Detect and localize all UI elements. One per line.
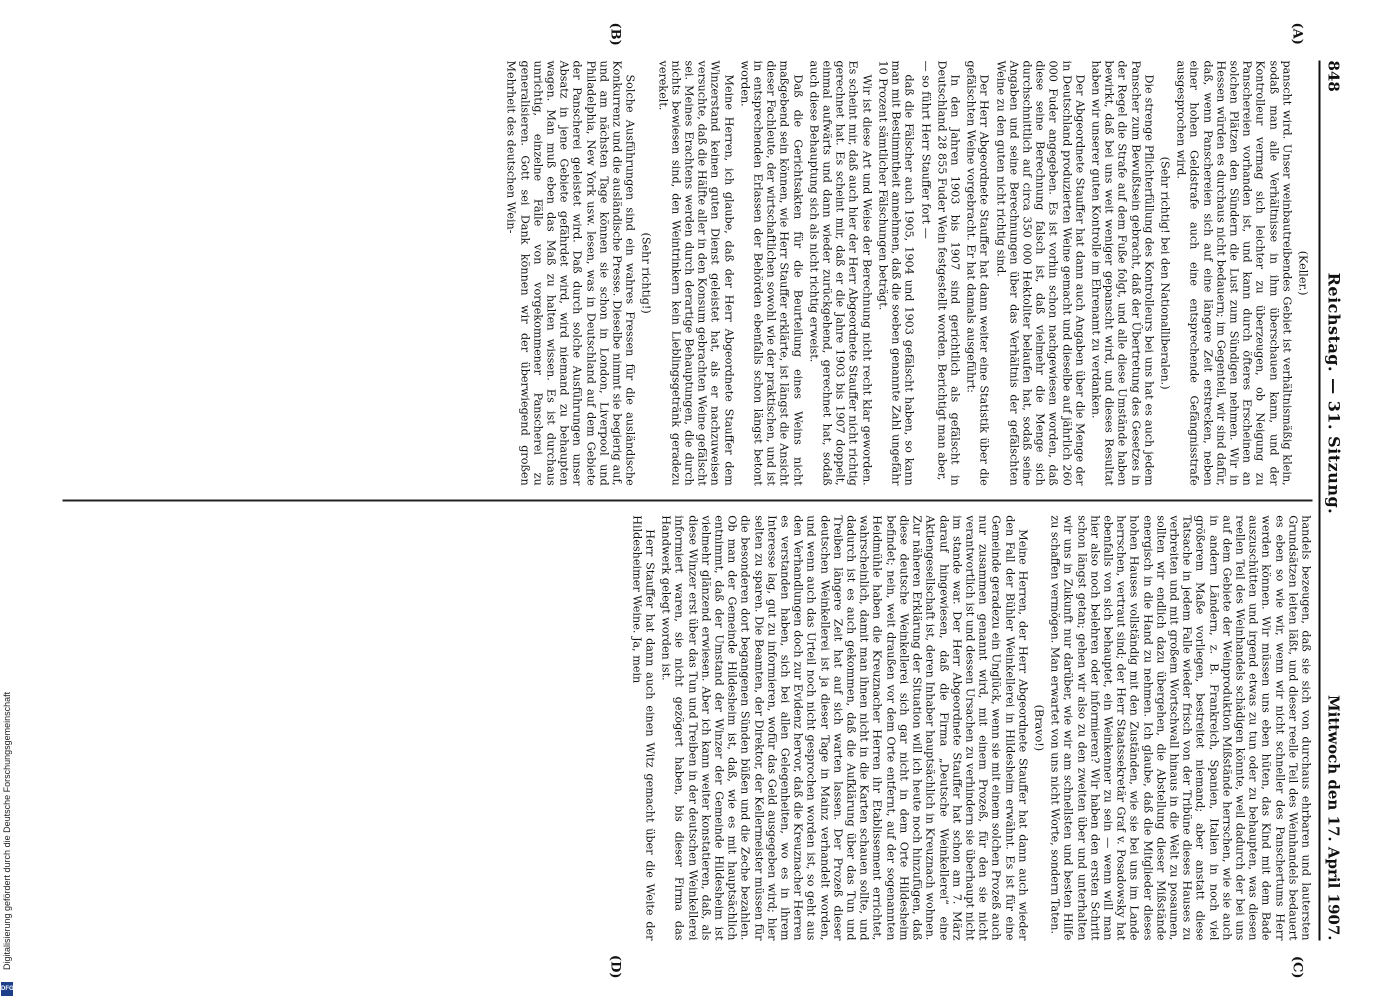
- column-divider: [62, 499, 1312, 501]
- paragraph: Meine Herren, der Herr Abgeordnete Stauffer hat dann auch wieder den Fall der Bühler Weinkellerei in Hildesheim erwähnt. Es ist für eine Gemeinde geradezu ein Unglück, wenn sie mit einem solchen Prozeß auch nur zusammen genannt wird, mit einem Prozeß, für den sie nicht verantwortlich ist und dessen Ursachen zu verhindern sie überhaupt nicht im stande war. Der Herr Abgeordnete Stauffer hat schon am 7. März darauf hingewiesen, daß die Firma „Deutsche Weinkellerei“ eine Aktiengesellschaft ist, deren Inhaber hauptsächlich in Kreuznach wohnen. Zur näheren Erklärung der Situation will ich heute noch hinzufügen, daß diese deutsche Weinkellerei sich gar nicht in dem Orte Hildesheim befindet; nein, weit draußen vor dem Orte entfernt, auf der sogenannten Heidmühle haben die Kreuznacher Herren ihr Etablissement errichtet, wahrscheinlich, damit man ihnen nicht in die Karten schauen sollte, und dadurch ist es auch gekommen, daß die Aufklärung über das Tun und Treiben längere Zeit hat auf sich warten lassen. Der Prozeß dieser deutschen Weinkellerei ist ja dieser Tage in Mainz verhandelt worden, und wenn auch das Urteil noch nicht gesprochen worden ist, so geht aus den Verhandlungen doch zur Evidenz hervor, daß die Kreuznacher Herren es verstanden haben, sich bei allen Gelegenheiten, wo es in ihrem Interesse lag, gut zu informieren, wofür das Geld ausgegeben wird; hier selten zu sparen. Die Beamten, der Direktor, der Kellermeister müssen für die besonderen dort begangenen Sünden büßen und die Zeche bezahlen. Ob man der Gemeinde Hildesheim ist, daß, wie es mit hauptsächlich entnimmt, daß der Umstand der Winzer der Gemeinde Hildesheim ist vielmehr glänzend erwiesen. Aber ich kann weiter konstatieren, daß, als diese Winzer erst über das Tun und Treiben in der deutschen Weinkellerei informiert waren, sie nicht gezögert haben, bis dieser Firma das Handwerk gelegt worden ist.: [659, 514, 1029, 940]
- paragraph: Die strenge Pflichterfüllung des Kontrolleurs bei uns hat es auch jedem Panscher zum Bewußtsein gebracht, daß der Übertretung des Gesetzes in der Regel die Strafe auf dem Fuße folgt, und alle diese Umstände haben bewirkt, daß bei uns weit weniger gepanscht wird, und dieses Resultat haben wir unserer guten Kontrolle im Ehrenamt zu verdanken.: [1088, 60, 1155, 486]
- interjection: (Sehr richtig!): [639, 231, 653, 314]
- page-title: Reichstag. — 31. Sitzung.: [1324, 272, 1343, 514]
- left-column: [62, 60, 1312, 485]
- right-column: [62, 515, 1312, 940]
- text-columns: [62, 22, 1312, 978]
- paragraph: Daß die Gerichtsakten für die Beurteilung eines Weins nicht maßgebend sein können, wie Herr Stauffer erklärte, ist längst die Ansicht dieser Fachleute, der wirtschaftlichen sowohl wie der praktischen, und ist in entsprechenden Erlassen der Behörden ebenfalls schon längst betont worden.: [737, 60, 804, 486]
- paragraph: — so führt Herr Stauffer fort —: [918, 60, 932, 239]
- interjection: (Sehr richtig! bei den Nationalliberalen.): [1157, 156, 1171, 390]
- quote: In den Jahren 1903 bis 1907 sind gerichtlich als gefälscht in Deutschland 28 855 Fuder Wein festgestellt worden. Berichtigt man aber,: [934, 60, 961, 486]
- paragraph: Meine Herren, ich glaube, daß der Herr Abgeordnete Stauffer dem Winzerstand keinen guten Dienst geleistet hat, als er nachzuweisen versuchte, daß die Hälfte aller in den Konsum gebrachten Weine gefälscht sei. Meines Erachtens werden durch derartige Behauptungen, die durch nichts bewiesen sind, den Weintrinkern kein Lieblingsgetränk geradezu verekelt.: [655, 60, 735, 486]
- paragraph: Der Herr Abgeordnete Stauffer hat dann weiter eine Statistik über die gefälschten Weine vorgebracht. Er hat damals ausgeführt:: [964, 60, 991, 486]
- margin-marker-b: (B): [607, 22, 622, 46]
- interjection: (Bravo!): [1031, 704, 1045, 751]
- paragraph: panscht wird. Unser weinbautreibendes Gebiet ist verhältnismäßig klein, sodaß man alle Verhältnisse in ihm überschauen kann, und der Kontrolleur vermag sich leichter zu überzeugen, ob Neigung zu Panschereien vorhanden ist, und kann durch öfteres Erscheinen an solchen Plätzen den Sündern die Lust zum Sündigen nehmen. Wir in Hessen würden es durchaus nicht bedauern; im Gegenteil, wir sind dafür, daß, wenn Panschereien sich auf eine längere Zeit erstrecken, neben einer hohen Geldstrafe auch eine entsprechende Gefängnisstrafe ausgesprochen wird.: [1174, 60, 1293, 486]
- paragraph: handels bezeugen, daß sie sich von durchaus ehrbaren und lautersten Grundsätzen leiten läßt, und dieser reelle Teil des Weinhandels bedauert es eben so wie wir, wenn wir nicht schneller des Panschertums Herr werden können. Wir müssen uns eben hüten, das Kind mit dem Bade auszuschütten und irgend etwas zu tun oder zu behaupten, was diesen reellen Teil des Weinhandels schädigen könnte, weil dadurch der bei uns auf dem Gebiete der Weinproduktion Mißstände herrschen, wie sie auch in andern Ländern, z. B. Frankreich, Spanien, Italien in noch viel größerem Maße vorliegen, bestreitet niemand; aber anstatt diese Tatsache in jedem Falle wieder frisch von der Tribüne dieses Hauses zu verbreiten und mit großem Wortschwall hinaus in die Welt zu posaunen, sollten wir endlich dazu übergehen, die Abstellung dieser Mißstände energisch in die Hand zu nehmen. Ich glaube, daß die Mitglieder dieses hohen Hauses vollständig mit den Zuständen, wie sie bei uns im Lande herrschen, vertraut sind; der Herr Staatssekretär Graf v. Posadowsky hat ebenfalls von sich behauptet, ein Weinkenner zu sein — wenn will man hier also noch belehren oder informieren? Wir haben den ersten Schritt schon längst getan; gehen wir also zu den zweiten über und unterhalten wir uns in Zukunft nur darüber, wie wir am schnellsten und besten Hilfe zu schaffen vermögen. Man erwartet von uns nicht Worte, sondern Taten.: [1048, 514, 1312, 940]
- quote: daß die Fälscher auch 1905, 1904 und 1903 gefälscht haben, so kann man mit Bestimmtheit annehmen, daß die soeben genannte Zahl ungefähr 10 Prozent sämtlicher Fälschungen beträgt.: [875, 60, 916, 486]
- page-number: 848: [1324, 60, 1342, 92]
- margin-marker-d: (D): [607, 954, 622, 978]
- margin-marker-a: (A): [1289, 22, 1304, 45]
- page-date: Mittwoch den 17. April 1907.: [1324, 694, 1342, 940]
- page-header: [1318, 60, 1343, 940]
- margin-marker-c: (C): [1289, 955, 1304, 978]
- paragraph: Solche Ausführungen sind ein wahres Fressen für die ausländische Konkurrenz und die ausländische Presse. Dieselbe nimmt sie begierig auf, und am nächsten Tage können sie schon in London, Liverpool und Philadelphia, New York usw. lesen, was in Deutschland auf dem Gebiete der Panscherei geleistet wird. Daß durch solche Ausführungen unser Absatz in jene Gebiete gefährdet wird, wird niemand zu behaupten wagen. Man muß eben das Maß zu halten wissen. Es ist durchaus unrichtig, einzelne Fälle von vorgekommener Panscherei zu generalisieren. Gott sei Dank können wir der überwiegend großen Mehrheit des deutschen Wein-: [504, 60, 637, 486]
- speaker-label: (Keller.): [1296, 250, 1309, 296]
- digitization-note: [2, 0, 14, 1000]
- paragraph: Wir ist diese Art und Weise der Berechnung nicht recht klar geworden. Es scheint mir, daß auch hier der Herr Abgeordnete Stauffer nicht richtig gerechnet hat. Es scheint mir, daß er die Jahre 1903 bis 1907 doppelt, einmal aufwärts und dann wieder zurückgehend, gerechnet hat, sodaß auch diese Behauptung sich als nicht richtig erweist.: [806, 60, 873, 486]
- paragraph: Herr Stauffer hat dann auch einen Witz gemacht über die Weite der Hildesheimer Weine. Ja, mein: [629, 514, 657, 940]
- paragraph: Der Abgeordnete Stauffer hat dann auch Angaben über die Menge der in Deutschland produzierten Weine gemacht und dieselbe auf jährlich 260 000 Fuder angegeben. Es ist vorhin schon nachgewiesen worden, daß diese seine Berechnung falsch ist, daß vielmehr die Menge sich durchschnittlich auf circa 350 000 Hektoliter belaufen hat, sodaß seine Angaben und seine Berechnungen über das Verhältnis der gefälschten Weine zu den guten nicht richtig sind.: [993, 60, 1086, 486]
- digitization-note-text: Digitalisierung gefördert durch die Deutsche Forschungsgemeinschaft: [2, 691, 12, 970]
- dfg-logo: DFG: [1, 982, 13, 996]
